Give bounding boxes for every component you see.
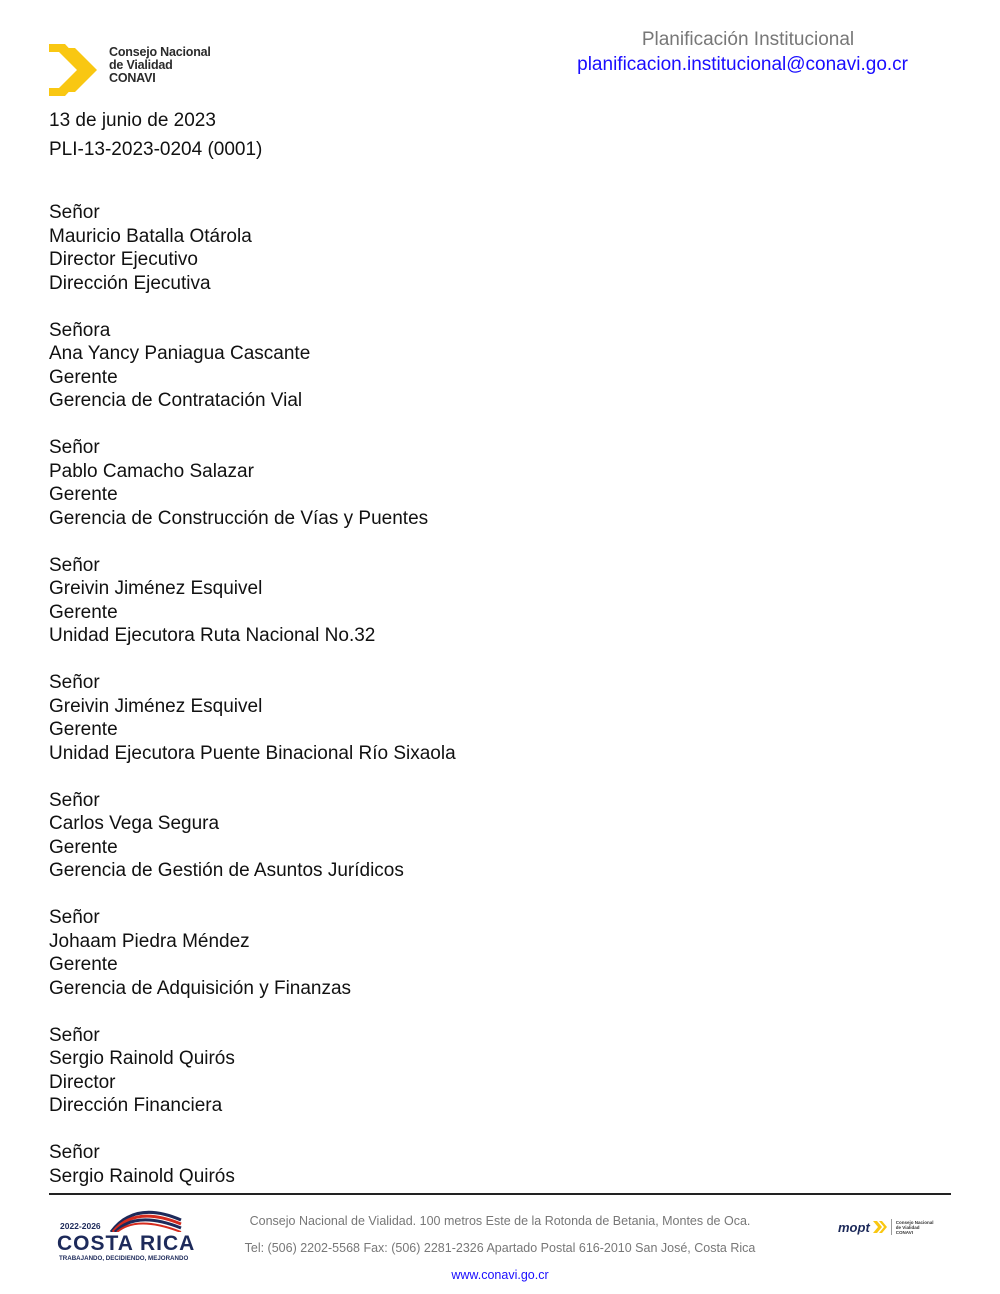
footer-website-link[interactable]: www.conavi.go.cr [451, 1268, 549, 1282]
recipient-department: Gerencia de Gestión de Asuntos Jurídicos [49, 860, 404, 881]
footer-info [230, 1208, 770, 1289]
recipient-salutation: Señor [49, 437, 100, 458]
cr-years: 2022-2026 [60, 1221, 101, 1231]
mopt-divider [891, 1219, 892, 1235]
recipient-block [49, 906, 456, 1000]
unit-email-link[interactable]: planificacion.institucional@conavi.go.cr [577, 54, 908, 75]
recipient-position: Gerente [49, 954, 118, 975]
conavi-logo [47, 40, 211, 98]
footer-divider [49, 1193, 951, 1195]
recipient-salutation: Señor [49, 1024, 100, 1046]
recipient-name: Ana Yancy Paniagua Cascante [49, 343, 311, 364]
recipient-salutation: Señor [49, 789, 100, 811]
recipient-position: Gerente [49, 601, 118, 623]
logo-line-2: de Vialidad [109, 58, 173, 72]
recipient-department: Unidad Ejecutora Ruta Nacional No.32 [49, 625, 376, 646]
recipient-block [49, 319, 456, 413]
recipient-name: Johaam Piedra Méndez [49, 930, 250, 952]
recipient-list [49, 201, 456, 1188]
recipient-block [49, 1024, 456, 1118]
recipient-position: Gerente [49, 484, 118, 505]
recipient-block-trailing [49, 1141, 456, 1188]
recipient-position: Gerente [49, 836, 118, 858]
recipient-block [49, 789, 456, 883]
recipient-name: Carlos Vega Segura [49, 813, 220, 834]
recipient-department: Gerencia de Contratación Vial [49, 390, 303, 411]
recipient-salutation: Señor [49, 1142, 100, 1163]
recipient-block [49, 201, 456, 295]
recipient-department: Dirección Ejecutiva [49, 272, 211, 294]
recipient-salutation: Señor [49, 907, 100, 928]
recipient-department: Gerencia de Adquisición y Finanzas [49, 977, 352, 999]
recipient-position: Gerente [49, 366, 118, 388]
recipient-block [49, 436, 456, 530]
mopt-word: mopt [838, 1219, 870, 1235]
footer-address: Consejo Nacional de Vialidad. 100 metros Este de la Rotonda de Betania, Montes de Oca. [249, 1214, 751, 1228]
footer-contact: Tel: (506) 2202-5568 Fax: (506) 2281-2326 Apartado Postal 616-2010 San José, Costa Rica [244, 1241, 756, 1255]
recipient-block [49, 554, 456, 648]
document-date: 13 de junio de 2023 [49, 110, 216, 131]
cr-name: COSTA RICA [57, 1232, 196, 1255]
mopt-chevron-icon [872, 1220, 888, 1234]
mopt-subtitle [896, 1220, 934, 1235]
sender-unit [577, 28, 908, 78]
document-reference: PLI-13-2023-0204 (0001) [49, 139, 263, 160]
unit-name: Planificación Institucional [641, 29, 855, 50]
recipient-name: Mauricio Batalla Otárola [49, 225, 252, 247]
recipient-salutation: Señor [49, 554, 100, 576]
recipient-position: Director Ejecutivo [49, 249, 198, 270]
mopt-small-line-1: Consejo Nacional [895, 1219, 934, 1225]
document-meta [49, 106, 262, 164]
recipient-name: Sergio Rainold Quirós [49, 1165, 235, 1187]
mopt-logo [838, 1219, 934, 1235]
costa-rica-logo [55, 1200, 196, 1264]
conavi-chevron-icon [47, 40, 105, 98]
recipient-salutation: Señora [49, 319, 111, 341]
recipient-name: Greivin Jiménez Esquivel [49, 578, 263, 599]
recipient-block [49, 671, 456, 765]
recipient-department: Gerencia de Construcción de Vías y Puentes [49, 507, 429, 529]
recipient-department: Dirección Financiera [49, 1095, 223, 1116]
recipient-position: Director [49, 1071, 116, 1093]
recipient-position: Gerente [49, 719, 118, 740]
recipient-salutation: Señor [49, 672, 100, 693]
recipient-name: Sergio Rainold Quirós [49, 1048, 235, 1069]
mopt-small-line-3: CONAVI [895, 1229, 913, 1235]
logo-line-3: CONAVI [109, 71, 156, 85]
recipient-salutation: Señor [49, 202, 100, 223]
recipient-name: Pablo Camacho Salazar [49, 460, 254, 482]
logo-line-1: Consejo Nacional [109, 45, 211, 59]
mopt-small-line-2: de Vialidad [895, 1224, 920, 1230]
recipient-name: Greivin Jiménez Esquivel [49, 695, 263, 717]
recipient-department: Unidad Ejecutora Puente Binacional Río Sixaola [49, 742, 456, 764]
cr-slogan: TRABAJANDO, DECIDIENDO, MEJORANDO [59, 1255, 189, 1262]
